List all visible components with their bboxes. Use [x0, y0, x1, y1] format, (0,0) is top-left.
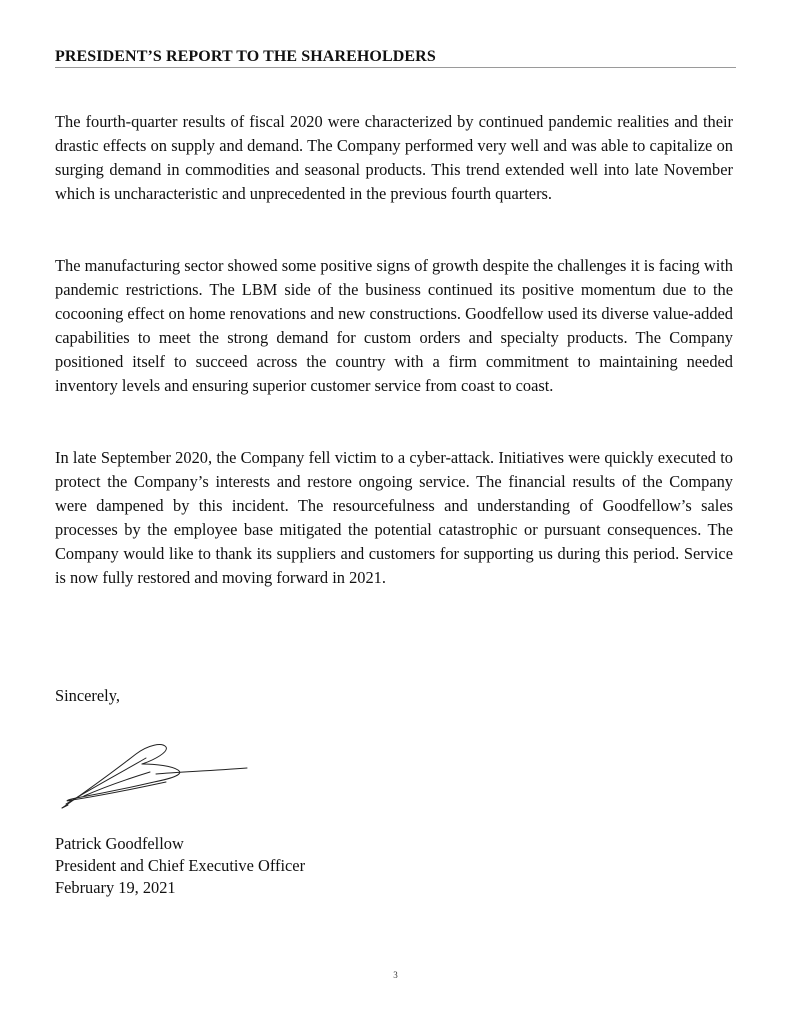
signer-name: Patrick Goodfellow	[55, 834, 184, 853]
title-divider	[55, 67, 736, 68]
letter-date: February 19, 2021	[55, 878, 176, 897]
signature-icon	[58, 738, 250, 810]
paragraph-cyber-attack: In late September 2020, the Company fell victim to a cyber-attack. Initiatives were quickly executed to protect the Company’s interests and restore ongoing service. The financial results of the Company were dampened by this incident. The resourcefulness and understanding of Goodfellow’s sales processes by the employee base mitigated the potential catastrophic or pursuant consequences. The Company would like to thank its suppliers and customers for supporting us during this period. Service is now fully restored and moving forward in 2021.	[55, 448, 733, 587]
closing-salutation: Sincerely,	[55, 686, 120, 705]
paragraph-fourth-quarter-results: The fourth-quarter results of fiscal 2020 were characterized by continued pandemic realities and their drastic effects on supply and demand. The Company performed very well and was able to capitalize on surging demand in commodities and seasonal products. This trend extended well into late November which is uncharacteristic and unprecedented in the previous fourth quarters.	[55, 112, 733, 203]
page-title: PRESIDENT’S REPORT TO THE SHAREHOLDERS	[55, 48, 436, 65]
signer-block	[55, 833, 305, 899]
page-number: 3	[393, 970, 398, 980]
signer-position: President and Chief Executive Officer	[55, 856, 306, 875]
paragraph-manufacturing-sector: The manufacturing sector showed some positive signs of growth despite the challenges it is facing with pandemic restrictions. The LBM side of the business continued its positive momentum due to the cocooning effect on home renovations and new constructions. Goodfellow used its diverse value-added capabilities to meet the strong demand for custom orders and specialty products. The Company positioned itself to succeed across the country with a firm commitment to maintaining needed inventory levels and ensuring superior customer service from coast to coast.	[55, 256, 733, 395]
